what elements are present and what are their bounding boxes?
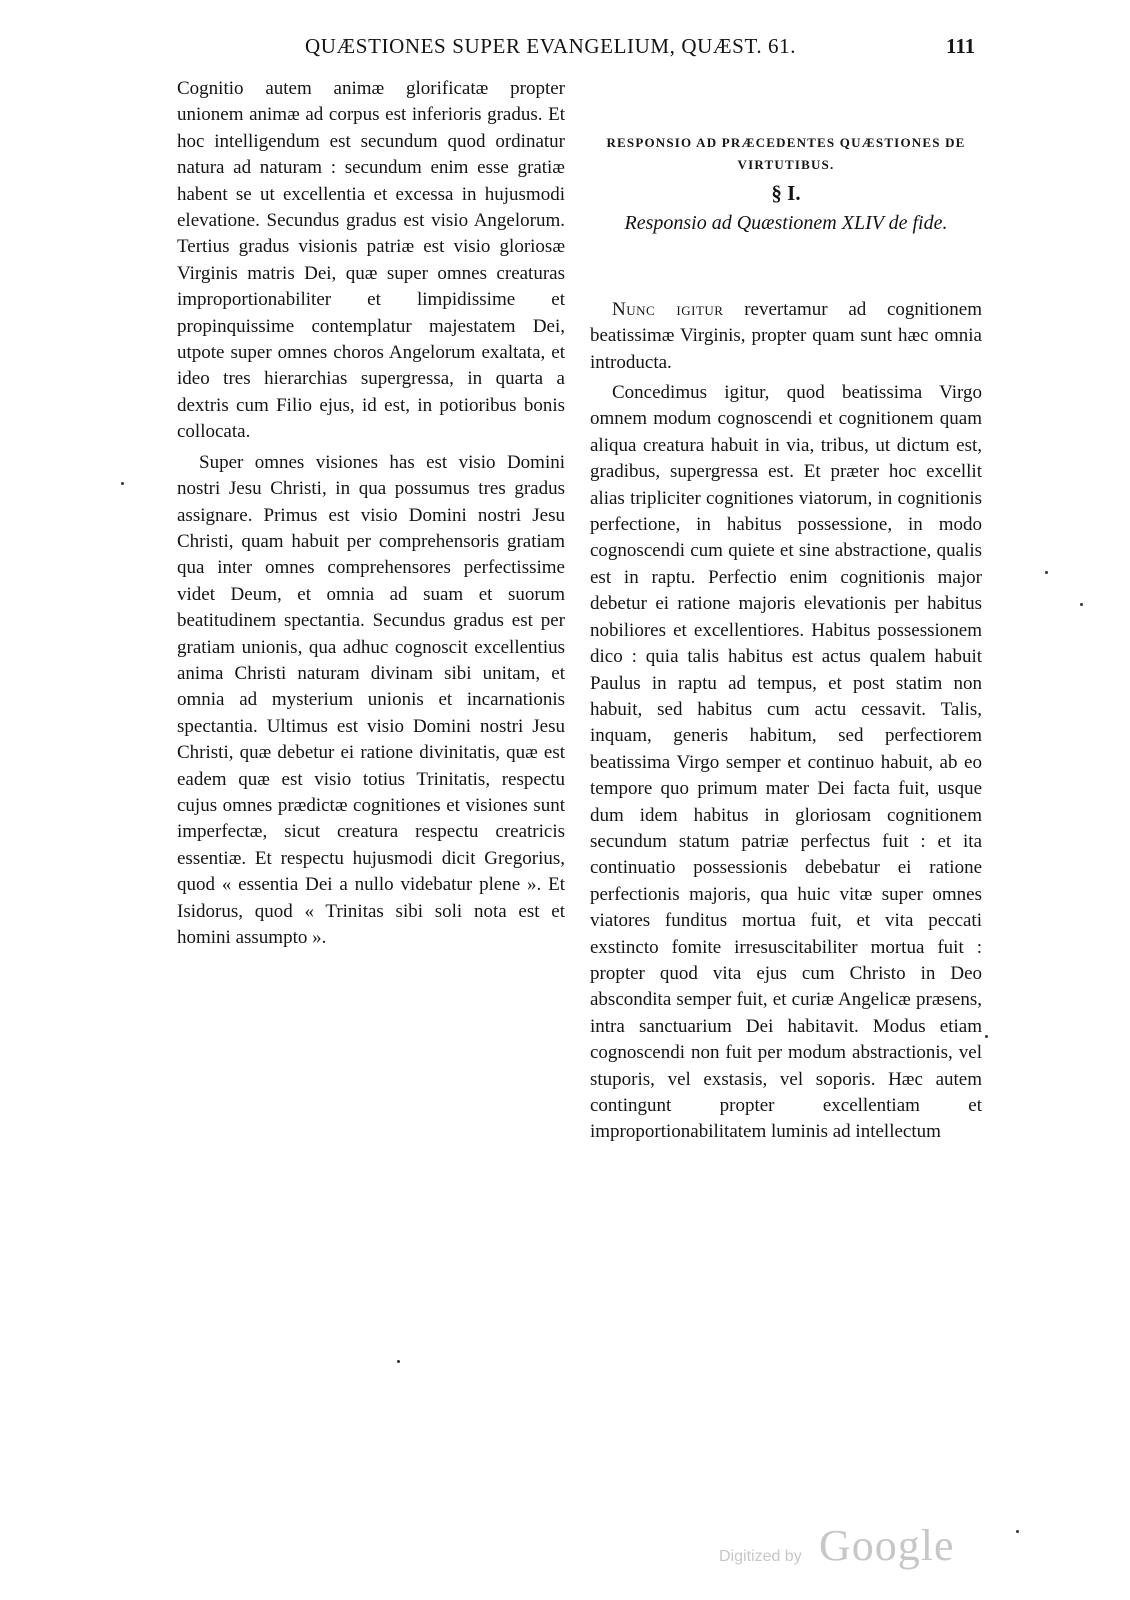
digitized-watermark: [719, 1520, 959, 1580]
print-speck: [397, 1360, 400, 1363]
section-heading: RESPONSIO AD PRÆCEDENTES QUÆSTIONES DE VIRTUTIBUS.: [606, 135, 966, 172]
paragraph-lead-words: Nunc igitur: [612, 298, 724, 320]
watermark-brand: Google: [819, 1521, 955, 1570]
left-paragraph-2: Super omnes visiones has est visio Domini nostri Jesu Christi, in qua possumus tres gradus assignare. Primus est visio Domini nostri Jesu Christi, quam habuit per comprehensoris gratiam qua inter omnes comprehensores perfectissime videt Deum, et omnia ad suam et suorum beatitudinem spectantia. Secundus gradus est per gratiam unionis, qua adhuc cognoscit excellentius anima Christi naturam divinam sibi unitam, et omnia ad mysterium unionis et incarnationis spectantia. Ultimus est visio Domini nostri Jesu Christi, quæ debetur ei ratione divinitatis, quæ est eadem quæ est visio totius Trinitatis, respectu cujus omnes prædictæ cognitiones et visiones sunt imperfectæ, sicut creatura respectu creatricis essentiæ. Et respectu hujusmodi dicit Gregorius, quod « essentia Dei a nullo videbatur plene ». Et Isidorus, quod « Trinitas sibi soli nota est et homini assumpto ».: [177, 451, 565, 948]
left-paragraph-1: Cognitio autem animæ glorificatæ propter unionem animæ ad corpus est inferioris gradus. Et hoc intelligendum est secundum quod ordinatur natura ad naturam : secundum enim esse gratiæ habent se ut excellentia et excessa in hujusmodi elevatione. Secundus gradus est visio Angelorum. Tertius gradus visionis patriæ est visio gloriosæ Virginis matris Dei, quæ super omnes creaturas improportionabiliter et limpidissime et propinquissime contemplatur majestatem Dei, utpote super omnes choros Angelorum exaltata, et ideo tres hierarchias supergressa, in quarta a dextris cum Filio ejus, id est, in potioribus bonis collocata.: [177, 78, 565, 443]
right-column: [590, 132, 982, 1146]
watermark-prefix: Digitized by: [719, 1548, 802, 1565]
right-paragraph-1: [590, 297, 982, 376]
section-subtitle: Responsio ad Quæstionem XLIV de fide.: [624, 212, 948, 235]
print-speck: [1016, 1530, 1019, 1533]
running-title: QUÆSTIONES SUPER EVANGELIUM, QUÆST. 61.: [305, 34, 797, 58]
print-speck: [985, 1035, 988, 1038]
page-number: 111: [946, 34, 976, 58]
page-header: [0, 34, 1130, 64]
paragraph-1-text: revertamur ad cognitionem beatissimæ Virginis, propter quam sunt hæc omnia introducta.: [590, 298, 982, 373]
right-body: [590, 297, 982, 1146]
print-speck: [121, 482, 124, 485]
print-speck: [1045, 571, 1048, 574]
left-column: [177, 76, 565, 951]
right-paragraph-2: Concedimus igitur, quod beatissima Virgo omnem modum cognoscendi et cognitionem quam aliqua creatura habuit in via, tribus, ut dictum est, gradibus, supergressa est. Et præter hoc excellit alias tripliciter cognitiones viatorum, in cognitionis perfectione, in habitus possessione, in modo cognoscendi cum quiete et sine abstractione, qualis est in raptu. Perfectio enim cognitionis major debetur ei ratione majoris elevationis per habitus nobiliores et excellentiores. Habitus possessionem dico : quia talis habitus est actus qualem habuit Paulus in raptu ad tempus, et post statim non habuit, sed habitus cum actu cessavit. Talis, inquam, generis habitum, sed perfectiorem beatissima Virgo semper et continuo habuit, ab eo tempore quo primum mater Dei facta fuit, usque dum idem habitus in gloriosam cognitionem secundum statum patriæ perfectus fuit : et ita continuatio possessionis debebatur ei ratione perfectionis majoris, qua huic vitæ super omnes viatores funditus mortua fuit, et vita peccati exstincto fomite irresuscitabiliter mortua fuit : propter quod vita ejus cum Christo in Deo abscondita semper fuit, et curiæ Angelicæ præsens, intra sanctuarium Dei habitavit. Modus etiam cognoscendi non fuit per modum abstractionis, vel stuporis, vel exstasis, vel soporis. Hæc autem contingunt propter excellentiam et improportionabilitatem luminis ad intellectum: [590, 382, 982, 1143]
print-speck: [1080, 603, 1083, 606]
section-number: § I.: [771, 181, 801, 205]
